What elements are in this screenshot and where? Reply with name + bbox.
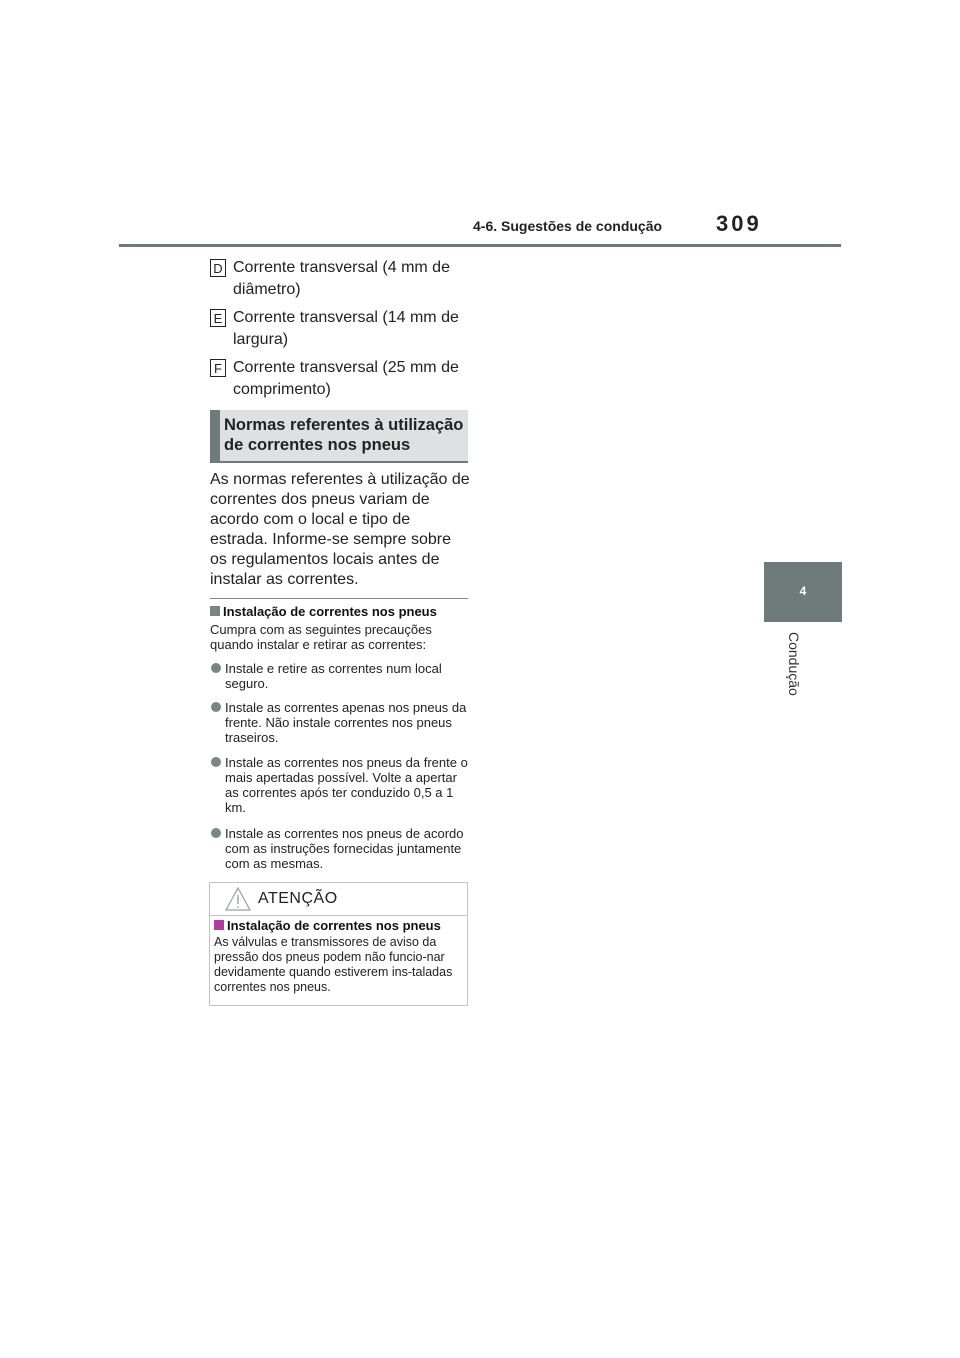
header-divider <box>119 244 841 247</box>
heading-bar <box>210 410 220 461</box>
subsection-intro: Cumpra com as seguintes precauções quando instalar e retirar as correntes: <box>210 622 432 652</box>
letter-box: D <box>210 259 226 277</box>
square-bullet-icon <box>210 606 220 616</box>
item-text: Corrente transversal (25 mm de comprimento) <box>233 359 459 398</box>
item-text: Corrente transversal (14 mm de largura) <box>233 309 459 348</box>
section-heading-text: Normas referentes à utilização de correntes nos pneus <box>224 416 464 454</box>
list-item-e <box>210 307 470 351</box>
chapter-name: Condução <box>786 632 802 696</box>
letter-box: F <box>210 359 226 377</box>
list-item-d <box>210 257 470 301</box>
bullet-item <box>210 755 472 815</box>
caution-heading <box>214 918 441 933</box>
chapter-label <box>758 632 818 702</box>
chapter-tab <box>764 562 842 622</box>
bullet-item <box>210 826 472 871</box>
item-text: Corrente transversal (4 mm de diâmetro) <box>233 259 450 298</box>
bullet-item <box>210 661 472 691</box>
section-title: 4-6. Sugestões de condução <box>473 218 663 234</box>
bullet-item <box>210 700 472 745</box>
page-number: 309 <box>716 211 762 236</box>
bullet-dot-icon <box>211 702 221 712</box>
section-paragraph: As normas referentes à utilização de correntes dos pneus variam de acordo com o local e tipo de estrada. Informe-se sempre sobre os regulamentos locais antes de instalar as correntes. <box>210 471 470 588</box>
bullet-dot-icon <box>211 828 221 838</box>
bullet-text: Instale as correntes nos pneus da frente o mais apertadas possível. Volte a apertar as correntes após ter conduzido 0,5 a 1 km. <box>225 755 468 815</box>
bullet-dot-icon <box>211 663 221 673</box>
bullet-text: Instale as correntes nos pneus de acordo com as instruções fornecidas juntamente com as mesmas. <box>225 826 464 871</box>
chapter-number: 4 <box>799 584 807 598</box>
bullet-text: Instale e retire as correntes num local seguro. <box>225 661 442 691</box>
letter-box: E <box>210 309 226 327</box>
subsection-heading-text: Instalação de correntes nos pneus <box>223 604 437 619</box>
caution-heading-text: Instalação de correntes nos pneus <box>227 918 441 933</box>
warning-icon <box>224 886 252 912</box>
list-item-f <box>210 357 470 401</box>
subsection-heading <box>210 604 437 619</box>
subsection-divider <box>210 598 468 599</box>
caution-header <box>210 883 467 916</box>
caution-body: As válvulas e transmissores de aviso da pressão dos pneus podem não funcio-nar devidamente quando estiverem ins-taladas correntes nos pneus. <box>214 935 453 994</box>
caution-box <box>209 882 468 1006</box>
square-bullet-icon <box>214 920 224 930</box>
bullet-text: Instale as correntes apenas nos pneus da frente. Não instale correntes nos pneus traseiros. <box>225 700 467 745</box>
bullet-dot-icon <box>211 757 221 767</box>
section-heading <box>210 410 468 463</box>
caution-title: ATENÇÃO <box>258 890 338 907</box>
